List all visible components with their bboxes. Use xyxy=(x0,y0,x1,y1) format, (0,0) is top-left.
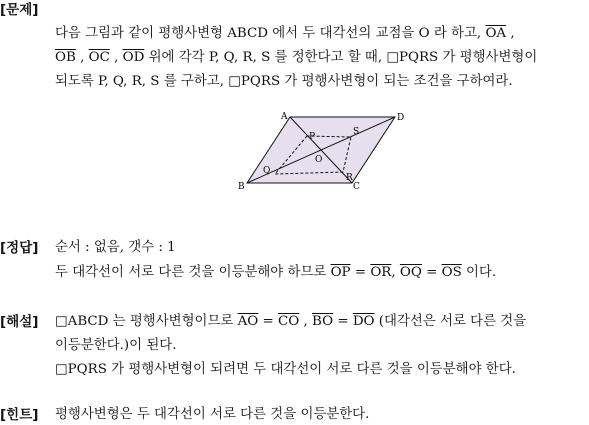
equals-sign: = xyxy=(258,314,278,329)
problem-line-2 xyxy=(55,49,537,67)
answer-line-2 xyxy=(55,264,496,282)
problem-line-3: 되도록 P, Q, R, S 를 구하고, □PQRS 가 평행사변형이 되는 조건을 구하여라. xyxy=(55,74,513,89)
explanation-line-2: 이등분한다.)이 된다. xyxy=(55,338,177,353)
separator: , xyxy=(391,265,400,280)
problem-text: 위에 각각 P, Q, R, S 를 정한다고 할 때, □PQRS 가 평행사변형이 xyxy=(144,50,538,65)
equals-sign: = xyxy=(333,314,353,329)
label-o: O xyxy=(315,155,323,165)
segment-ao: $\overline{AO}$ xyxy=(237,314,259,329)
label-c: C xyxy=(353,182,360,192)
parallelogram-figure xyxy=(236,107,406,195)
segment-oq: $\overline{OQ}$ xyxy=(399,265,422,280)
segment-do: $\overline{DO}$ xyxy=(352,314,375,329)
explanation-text: □ABCD 는 평행사변형이므로 xyxy=(55,314,238,329)
segment-od: $\overline{OD}$ xyxy=(122,50,145,65)
equals-sign: = xyxy=(421,265,442,280)
problem-line-1 xyxy=(55,25,515,43)
label-b: B xyxy=(238,182,245,192)
equals-sign: = xyxy=(350,265,371,280)
segment-op: $\overline{OP}$ xyxy=(330,265,351,280)
hint-label: [힌트] xyxy=(0,407,39,423)
explanation-line-3: □PQRS 가 평행사변형이 되려면 두 대각선이 서로 다른 것을 이등분해야 한다. xyxy=(55,362,516,377)
explanation-text: (대각선은 서로 다른 것을 xyxy=(374,314,527,329)
answer-text: 이다. xyxy=(461,265,497,280)
answer-label: [정답] xyxy=(0,240,39,256)
label-d: D xyxy=(397,113,405,123)
segment-bo: $\overline{BO}$ xyxy=(312,314,334,329)
segment-or: $\overline{OR}$ xyxy=(370,265,392,280)
problem-label: [문제] xyxy=(0,2,39,18)
segment-co: $\overline{CO}$ xyxy=(277,314,300,329)
hint-line-1: 평행사변형은 두 대각선이 서로 다른 것을 이등분한다. xyxy=(55,407,370,422)
segment-oa: $\overline{OA}$ xyxy=(485,26,507,41)
label-a: A xyxy=(281,112,288,122)
label-r: R xyxy=(346,173,353,183)
segment-ob: $\overline{OB}$ xyxy=(55,50,76,65)
answer-line-1: 순서 : 없음, 갯수 : 1 xyxy=(55,240,176,255)
separator: , xyxy=(75,50,89,65)
answer-text: 두 대각선이 서로 다른 것을 이등분해야 하므로 xyxy=(55,265,331,280)
separator: , xyxy=(299,314,312,329)
segment-os: $\overline{OS}$ xyxy=(441,265,462,280)
label-q: Q xyxy=(263,166,271,176)
problem-text: , xyxy=(506,26,515,41)
segment-oc: $\overline{OC}$ xyxy=(88,50,110,65)
label-s: S xyxy=(353,127,360,137)
explanation-label: [해설] xyxy=(0,314,39,330)
label-p: P xyxy=(309,132,316,142)
separator: , xyxy=(109,50,123,65)
problem-text: 다음 그림과 같이 평행사변형 ABCD 에서 두 대각선의 교점을 O 라 하고, xyxy=(55,26,486,41)
explanation-line-1 xyxy=(55,313,526,331)
